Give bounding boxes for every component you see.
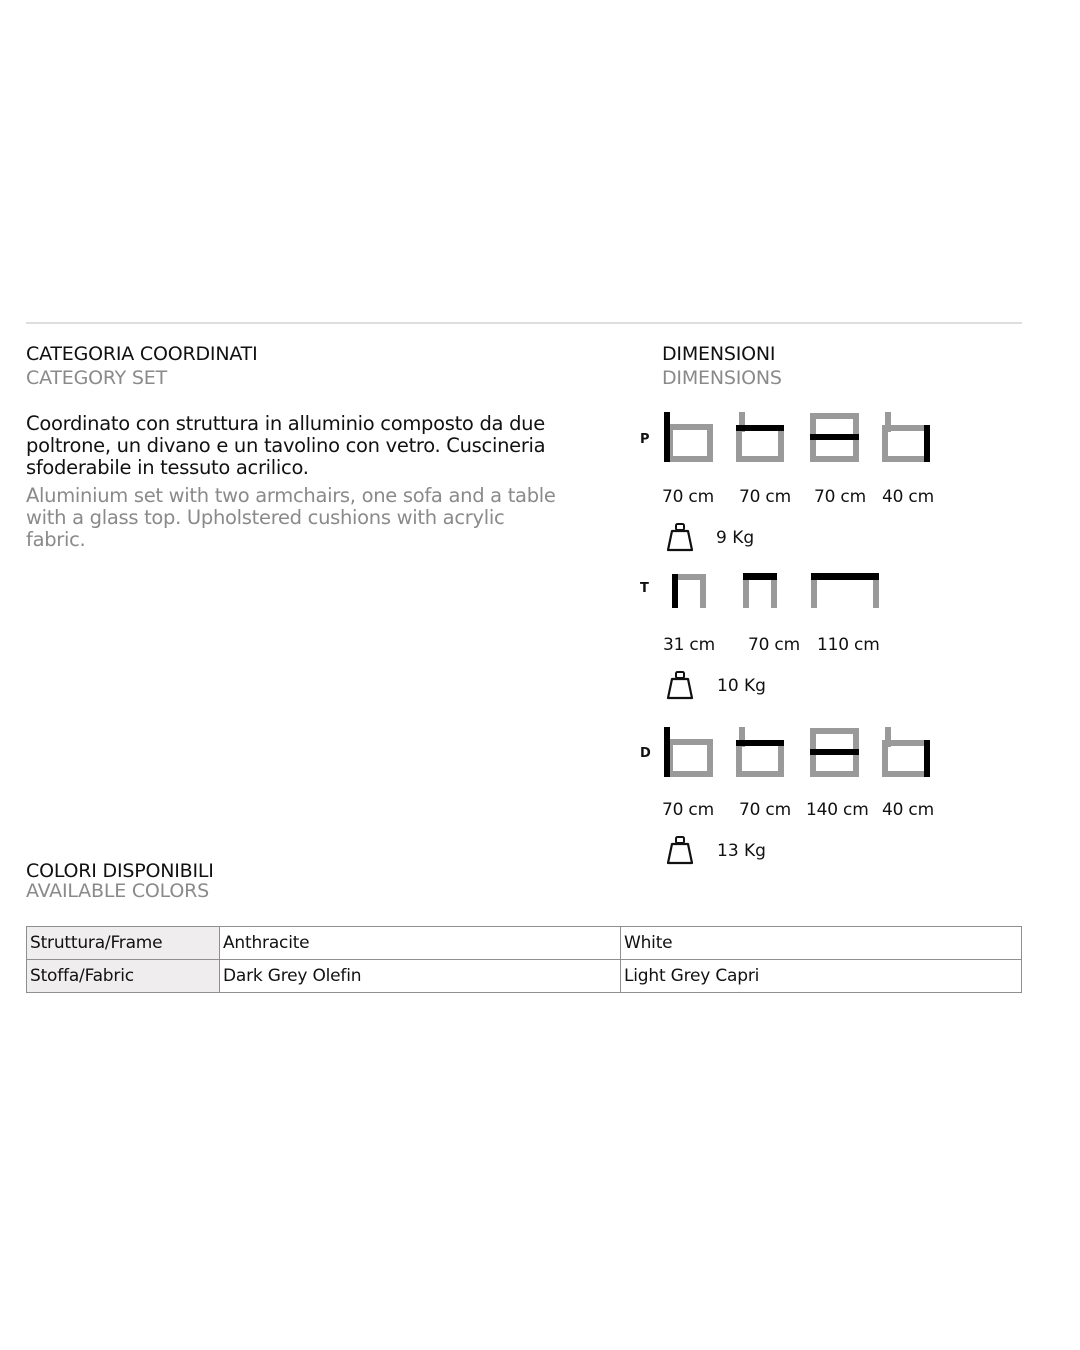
chair-height-icon [664, 412, 714, 462]
colors-table [26, 926, 1022, 993]
dimension-value: 70 cm [662, 487, 714, 507]
dimension-value: 110 cm [817, 635, 880, 655]
chair-depth-icon [810, 412, 860, 462]
colors-heading [26, 861, 214, 901]
weight-value: 10 Kg [717, 676, 766, 696]
weight-icon [666, 670, 694, 700]
chair-seat-height-icon [736, 412, 786, 462]
sofa-seat-height-icon [736, 727, 786, 777]
dimension-value: 31 cm [663, 635, 715, 655]
weight-value: 9 Kg [716, 528, 755, 548]
color-option: Anthracite [220, 927, 621, 960]
weight-icon [666, 522, 694, 552]
chair-arm-height-icon [882, 412, 932, 462]
weight-value: 13 Kg [717, 841, 766, 861]
dimensions-title-it: DIMENSIONI [662, 343, 776, 365]
color-option: Light Grey Capri [621, 960, 1022, 993]
dimension-value: 70 cm [814, 487, 866, 507]
dimension-value: 70 cm [748, 635, 800, 655]
table-depth-icon [672, 574, 708, 610]
table-width-icon [811, 573, 881, 609]
row-label: Stoffa/Fabric [27, 960, 220, 993]
color-option: White [621, 927, 1022, 960]
table-row-frame [27, 927, 1022, 960]
colors-title-it: COLORI DISPONIBILI [26, 860, 214, 882]
dimension-value: 40 cm [882, 800, 934, 820]
dimensions-heading [662, 342, 782, 390]
colors-title-en: AVAILABLE COLORS [26, 880, 209, 902]
category-title-en: CATEGORY SET [26, 367, 167, 389]
sofa-width-icon [810, 727, 860, 777]
color-option: Dark Grey Olefin [220, 960, 621, 993]
dimension-value: 140 cm [806, 800, 869, 820]
table-height-icon [743, 573, 779, 609]
row-label: Struttura/Frame [27, 927, 220, 960]
dimension-value: 70 cm [739, 800, 791, 820]
description-it: Coordinato con struttura in alluminio composto da due poltrone, un divano e un tavolino con vetro. Cuscineria sfoderabile in tessuto acrilico. [26, 412, 546, 479]
dimensions-title-en: DIMENSIONS [662, 367, 782, 389]
group-letter: D [640, 746, 651, 761]
table-row-fabric [27, 960, 1022, 993]
dimension-value: 70 cm [662, 800, 714, 820]
top-divider [26, 322, 1022, 324]
sofa-height-icon [664, 727, 714, 777]
weight-icon [666, 835, 694, 865]
sofa-arm-height-icon [882, 727, 932, 777]
description-en: Aluminium set with two armchairs, one sofa and a table with a glass top. Upholstered cushions with acrylic fabric. [26, 484, 556, 551]
category-title-it: CATEGORIA COORDINATI [26, 343, 258, 365]
dimension-value: 70 cm [739, 487, 791, 507]
group-letter: P [640, 432, 650, 447]
category-heading [26, 342, 257, 390]
dimension-value: 40 cm [882, 487, 934, 507]
group-letter: T [640, 581, 649, 596]
